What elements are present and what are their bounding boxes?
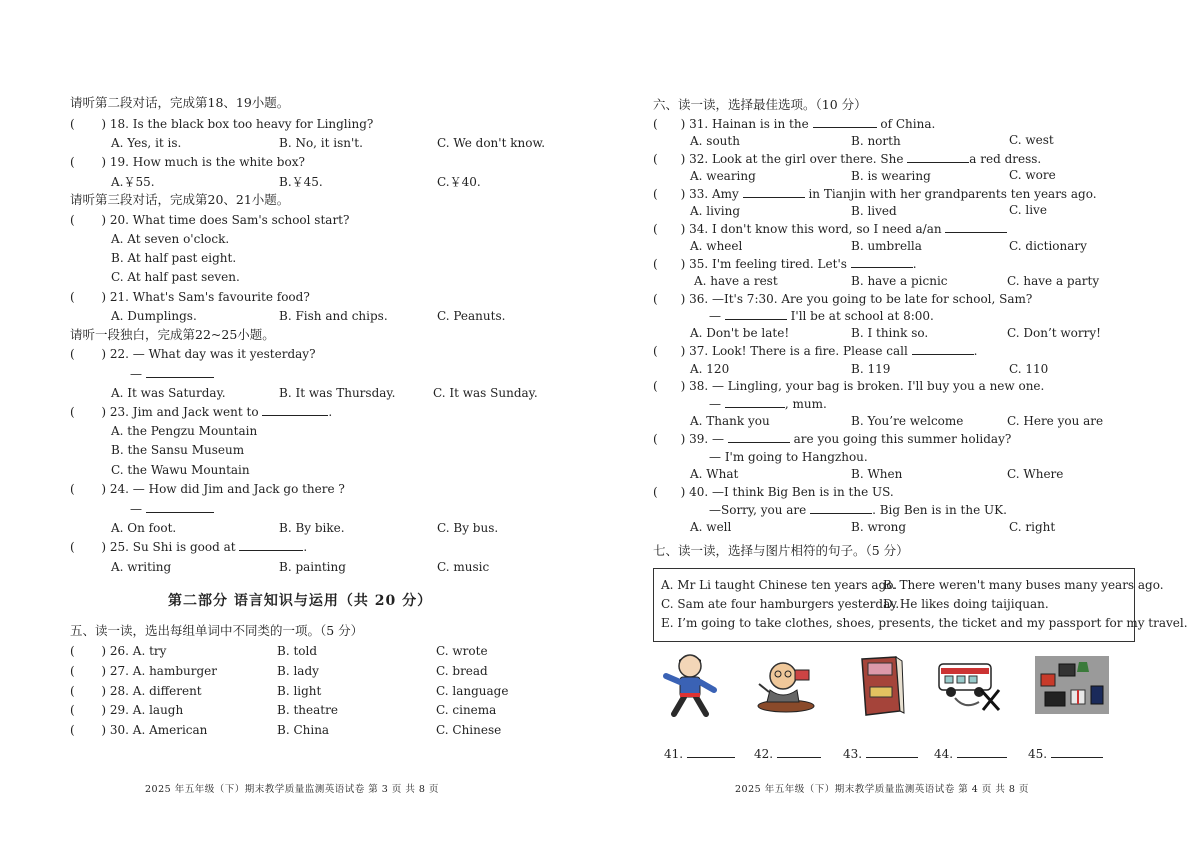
option-a: A. writing — [111, 560, 172, 574]
answer-line — [130, 501, 214, 517]
option-c: C. live — [1009, 203, 1047, 217]
dash: — — [130, 367, 142, 381]
question-text: ) 25. Su Shi is good at — [101, 540, 236, 554]
dash: — — [130, 502, 142, 516]
sentence-option-d: D. He likes doing taijiquan. — [883, 597, 1049, 611]
question-19: ( ) 19. How much is the white box? — [70, 155, 305, 169]
option-a: A. wearing — [690, 169, 756, 183]
sentence-option-a: A. Mr Li taught Chinese ten years ago. — [661, 578, 898, 592]
option-c: C. cinema — [436, 703, 497, 717]
option-a: A.￥55. — [111, 175, 155, 189]
sentence-option-b: B. There weren't many buses many years ago. — [883, 578, 1164, 592]
question-22: ( ) 22. — What day was it yesterday? — [70, 347, 316, 361]
question-text: ) 31. Hainan is in the — [680, 117, 809, 131]
question-32: ( ) 32. Look at the girl over there. She a red dress. — [653, 152, 1042, 166]
question-text: ) 35. I'm feeling tired. Let's — [680, 257, 847, 271]
answer-number: 45. — [1028, 747, 1048, 761]
question-23: ( ) 23. Jim and Jack went to . — [70, 405, 333, 419]
answer-blank[interactable] — [1051, 746, 1103, 758]
option-b: B. is wearing — [851, 169, 931, 183]
question-39: ( ) 39. — are you going this summer holiday? — [653, 432, 1012, 446]
option-a: A. Thank you — [690, 414, 770, 428]
question-text: ) 27. A. hamburger — [101, 664, 218, 678]
option-b: B. lived — [851, 204, 897, 218]
section-intro-monologue: 请听一段独白，完成第22~25小题。 — [70, 327, 275, 342]
dictionary-picture — [856, 655, 906, 717]
question-33: ( ) 33. Amy in Tianjin with her grandparents ten years ago. — [653, 187, 1097, 201]
question-text-end: are you going this summer holiday? — [793, 432, 1012, 446]
option-a: A. On foot. — [111, 521, 177, 535]
option-b: B.￥45. — [279, 175, 323, 189]
question-30: ( ) 30. A. American — [70, 723, 208, 737]
option-b: B. No, it isn't. — [279, 136, 363, 150]
answer-blank[interactable] — [866, 746, 918, 758]
answer-blank[interactable] — [262, 404, 328, 416]
teacher-picture — [755, 656, 817, 714]
question-27: ( ) 27. A. hamburger — [70, 664, 218, 678]
question-31: ( ) 31. Hainan is in the of China. — [653, 117, 936, 131]
option-c: C. have a party — [1007, 274, 1100, 288]
answer-blank[interactable] — [146, 366, 214, 378]
taijiquan-boy-picture — [662, 652, 718, 718]
option-c: C. wrote — [436, 644, 488, 658]
question-text: ) 32. Look at the girl over there. She — [680, 152, 904, 166]
answer-blank[interactable] — [743, 186, 805, 198]
question-24: ( ) 24. — How did Jim and Jack go there ? — [70, 482, 345, 496]
answer-blank[interactable] — [146, 501, 214, 513]
question-36: ( ) 36. —It's 7:30. Are you going to be late for school, Sam? — [653, 292, 1033, 306]
option-b: B. told — [277, 644, 318, 658]
answer-blank[interactable] — [945, 221, 1007, 233]
option-c: C. We don't know. — [437, 136, 546, 150]
option-a: A. Yes, it is. — [111, 136, 182, 150]
question-text: ) 18. Is the black box too heavy for Lingling? — [101, 117, 374, 131]
answer-number: 44. — [934, 747, 954, 761]
option-c: C.￥40. — [437, 175, 481, 189]
answer-blank[interactable] — [912, 343, 974, 355]
option-b: B. north — [851, 134, 901, 148]
answer-number: 41. — [664, 747, 684, 761]
option-b: B. the Sansu Museum — [111, 443, 245, 457]
sentence-option-c: C. Sam ate four hamburgers yesterday. — [661, 597, 900, 611]
dash: — — [709, 309, 721, 323]
answer-blank[interactable] — [777, 746, 821, 758]
option-a: A. well — [690, 520, 732, 534]
answer-45 — [1028, 746, 1103, 762]
option-a: A. What — [690, 467, 739, 481]
question-text: ) 19. How much is the white box? — [101, 155, 305, 169]
answer-42 — [754, 746, 821, 762]
question-text: ) 30. A. American — [101, 723, 208, 737]
option-c: C. It was Sunday. — [433, 386, 538, 400]
option-c: C. Here you are — [1007, 414, 1104, 428]
answer-44 — [934, 746, 1007, 762]
question-text: ) 22. — What day was it yesterday? — [101, 347, 316, 361]
part-2-title: 第二部分 语言知识与运用（共 20 分） — [168, 593, 433, 609]
question-21: ( ) 21. What's Sam's favourite food? — [70, 290, 310, 304]
option-b: B. theatre — [277, 703, 338, 717]
option-c: C. At half past seven. — [111, 270, 240, 284]
answer-line-text: , mum. — [784, 397, 827, 411]
question-38: ( ) 38. — Lingling, your bag is broken. I'll buy you a new one. — [653, 379, 1045, 393]
option-b: B. You’re welcome — [851, 414, 964, 428]
question-text: ) 33. Amy — [680, 187, 739, 201]
option-c: C. right — [1009, 520, 1056, 534]
answer-41 — [664, 746, 735, 762]
option-b: B. Fish and chips. — [279, 309, 388, 323]
question-text: ) 28. A. different — [101, 684, 202, 698]
answer-line: — I'm going to Hangzhou. — [709, 450, 868, 464]
section-5-title: 五、读一读，选出每组单词中不同类的一项。（5 分） — [70, 623, 364, 638]
answer-line — [709, 308, 934, 324]
answer-blank[interactable] — [725, 308, 787, 320]
question-text: ) 38. — Lingling, your bag is broken. I'll buy you a new one. — [680, 379, 1045, 393]
answer-blank[interactable] — [813, 116, 877, 128]
question-text-end: a red dress. — [969, 152, 1042, 166]
answer-blank[interactable] — [957, 746, 1007, 758]
option-b: B. When — [851, 467, 903, 481]
option-b: B. light — [277, 684, 322, 698]
question-text-end: in Tianjin with her grandparents ten years ago. — [808, 187, 1097, 201]
question-28: ( ) 28. A. different — [70, 684, 202, 698]
sentence-option-e: E. I’m going to take clothes, shoes, presents, the ticket and my passport for my travel. — [661, 616, 1188, 630]
sentence-options-box — [653, 568, 1188, 642]
question-text: ) 29. A. laugh — [101, 703, 184, 717]
option-b: B. It was Thursday. — [279, 386, 396, 400]
question-text: ) 26. A. try — [101, 644, 167, 658]
option-a: A. the Pengzu Mountain — [111, 424, 258, 438]
question-25: ( ) 25. Su Shi is good at . — [70, 540, 308, 554]
option-c: C. Peanuts. — [437, 309, 506, 323]
question-text-end: of China. — [880, 117, 936, 131]
question-37: ( ) 37. Look! There is a fire. Please call . — [653, 344, 978, 358]
option-b: B. By bike. — [279, 521, 345, 535]
dash: — — [709, 397, 721, 411]
option-b: B. China — [277, 723, 330, 737]
option-a: A. 120 — [690, 362, 730, 376]
question-text: ) 39. — — [680, 432, 724, 446]
answer-line — [130, 366, 214, 382]
option-b: B. At half past eight. — [111, 251, 237, 265]
option-c: C. wore — [1009, 168, 1056, 182]
option-b: B. lady — [277, 664, 319, 678]
option-c: C. bread — [436, 664, 488, 678]
option-c: C. west — [1009, 133, 1054, 147]
option-a: A. have a rest — [694, 274, 778, 288]
answer-line — [709, 502, 1007, 518]
answer-line-text: I'll be at school at 8:00. — [790, 309, 934, 323]
question-text: ) 34. I don't know this word, so I need a/an — [680, 222, 942, 236]
option-b: B. have a picnic — [851, 274, 948, 288]
option-a: A. At seven o'clock. — [111, 232, 230, 246]
travel-items-picture — [1035, 656, 1109, 714]
answer-blank[interactable] — [810, 502, 872, 514]
answer-line-text: —Sorry, you are — [709, 503, 807, 517]
question-40: ( ) 40. —I think Big Ben is in the US. — [653, 485, 894, 499]
question-34: ( ) 34. I don't know this word, so I need a/an — [653, 221, 1007, 237]
option-a: A. wheel — [690, 239, 743, 253]
question-20: ( ) 20. What time does Sam's school start? — [70, 213, 350, 227]
option-a: A. living — [690, 204, 740, 218]
option-b: B. wrong — [851, 520, 907, 534]
option-a: A. It was Saturday. — [111, 386, 226, 400]
question-29: ( ) 29. A. laugh — [70, 703, 184, 717]
section-intro-dialog-2: 请听第二段对话，完成第18、19小题。 — [70, 95, 290, 110]
question-text: ) 23. Jim and Jack went to — [101, 405, 259, 419]
answer-blank[interactable] — [851, 256, 913, 268]
question-text: ) 21. What's Sam's favourite food? — [101, 290, 310, 304]
option-c: C. the Wawu Mountain — [111, 463, 250, 477]
option-a: A. Don't be late! — [690, 326, 790, 340]
section-6-title: 六、读一读，选择最佳选项。（10 分） — [653, 97, 867, 112]
option-c: C. dictionary — [1009, 239, 1087, 253]
page-footer: 2025 年五年级（下）期末教学质量监测英语试卷 第 4 页 共 8 页 — [735, 784, 1029, 795]
option-b: B. painting — [279, 560, 346, 574]
option-c: C. Where — [1007, 467, 1064, 481]
option-a: A. Dumplings. — [111, 309, 197, 323]
option-b: B. umbrella — [851, 239, 922, 253]
answer-line — [709, 396, 827, 412]
question-text: ) 36. —It's 7:30. Are you going to be late for school, Sam? — [680, 292, 1033, 306]
answer-blank[interactable] — [725, 396, 785, 408]
answer-43 — [843, 746, 918, 762]
option-c: C. Don’t worry! — [1007, 326, 1101, 340]
question-text: ) 20. What time does Sam's school start? — [101, 213, 350, 227]
option-a: A. south — [690, 134, 740, 148]
answer-blank[interactable] — [687, 746, 735, 758]
option-b: B. I think so. — [851, 326, 929, 340]
option-c: C. Chinese — [436, 723, 502, 737]
answer-line-text-end: . Big Ben is in the UK. — [872, 503, 1007, 517]
question-text: ) 24. — How did Jim and Jack go there ? — [101, 482, 345, 496]
section-intro-dialog-3: 请听第三段对话，完成第20、21小题。 — [70, 192, 290, 207]
option-c: C. language — [436, 684, 509, 698]
question-text: ) 40. —I think Big Ben is in the US. — [680, 485, 894, 499]
option-c: C. 110 — [1009, 362, 1049, 376]
answer-blank[interactable] — [907, 151, 969, 163]
answer-blank[interactable] — [239, 539, 303, 551]
question-text: ) 37. Look! There is a fire. Please call — [680, 344, 908, 358]
old-bus-picture — [935, 656, 1007, 714]
page-footer: 2025 年五年级（下）期末教学质量监测英语试卷 第 3 页 共 8 页 — [145, 784, 439, 795]
section-7-title: 七、读一读，选择与图片相符的句子。（5 分） — [653, 543, 909, 558]
option-b: B. 119 — [851, 362, 891, 376]
answer-blank[interactable] — [728, 431, 790, 443]
option-c: C. music — [437, 560, 490, 574]
answer-number: 43. — [843, 747, 863, 761]
question-26: ( ) 26. A. try — [70, 644, 167, 658]
question-35: ( ) 35. I'm feeling tired. Let's . — [653, 257, 917, 271]
option-c: C. By bus. — [437, 521, 499, 535]
answer-number: 42. — [754, 747, 774, 761]
question-18: ( ) 18. Is the black box too heavy for Lingling? — [70, 117, 374, 131]
